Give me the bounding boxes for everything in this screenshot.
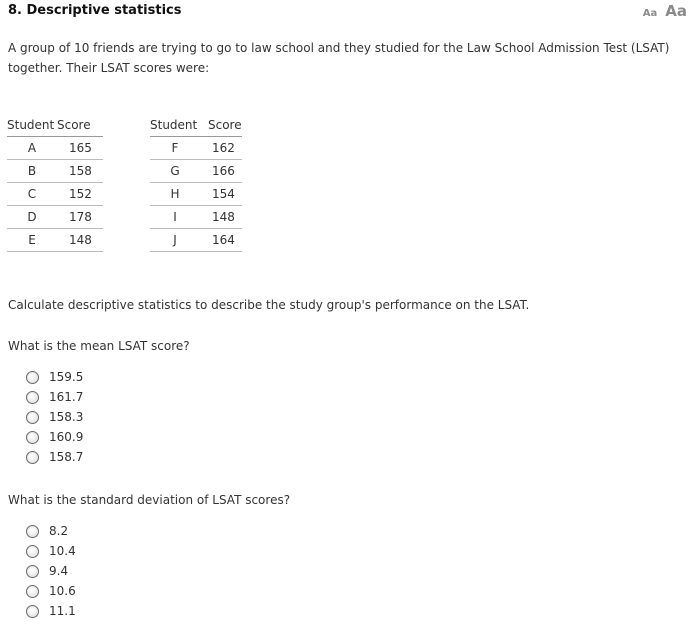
table-row <box>150 183 242 206</box>
mean-answer-options <box>26 367 83 467</box>
table-header-row <box>7 113 103 137</box>
score-cell: 148 <box>57 229 103 252</box>
table-header-row <box>150 113 242 137</box>
table-row <box>7 137 103 160</box>
mean-option[interactable] <box>26 407 83 427</box>
std-dev-option[interactable] <box>26 601 76 621</box>
std-dev-option[interactable] <box>26 581 76 601</box>
score-cell: 154 <box>200 183 242 206</box>
mean-option[interactable] <box>26 387 83 407</box>
radio-button-icon[interactable] <box>26 451 39 464</box>
student-cell: E <box>7 229 57 252</box>
scores-table-right <box>150 113 242 252</box>
score-cell: 158 <box>57 160 103 183</box>
student-cell: G <box>150 160 200 183</box>
intro-paragraph: A group of 10 friends are trying to go to law school and they studied for the Law School Admission Test (LSAT) together. Their LSAT scores were: <box>8 41 670 75</box>
mean-option[interactable] <box>26 367 83 387</box>
radio-button-icon[interactable] <box>26 391 39 404</box>
student-cell: A <box>7 137 57 160</box>
radio-button-icon[interactable] <box>26 605 39 618</box>
std-dev-question-prompt: What is the standard deviation of LSAT scores? <box>8 493 291 507</box>
student-cell: C <box>7 183 57 206</box>
option-label: 158.7 <box>49 450 84 464</box>
option-label: 10.4 <box>49 544 76 558</box>
mean-option[interactable] <box>26 427 83 447</box>
std-dev-option[interactable] <box>26 521 76 541</box>
table-row <box>7 206 103 229</box>
score-cell: 162 <box>200 137 242 160</box>
option-label: 8.2 <box>49 524 69 538</box>
decrease-font-button[interactable]: Aa <box>642 8 658 19</box>
student-column-header: Student <box>150 113 200 137</box>
question-title: 8. Descriptive statistics <box>8 3 182 18</box>
radio-button-icon[interactable] <box>26 431 39 444</box>
student-cell: D <box>7 206 57 229</box>
increase-font-button[interactable]: Aa <box>665 2 687 20</box>
table-row <box>150 160 242 183</box>
mean-option[interactable] <box>26 447 83 467</box>
table-row <box>7 160 103 183</box>
score-cell: 165 <box>57 137 103 160</box>
mean-question-prompt: What is the mean LSAT score? <box>8 339 190 353</box>
option-label: 160.9 <box>49 430 84 444</box>
std-dev-option[interactable] <box>26 561 76 581</box>
table-row <box>7 183 103 206</box>
scores-table-left <box>7 113 103 252</box>
table-row <box>7 229 103 252</box>
option-label: 161.7 <box>49 390 84 404</box>
radio-button-icon[interactable] <box>26 585 39 598</box>
score-column-header: Score <box>57 113 103 137</box>
student-cell: J <box>150 229 200 252</box>
student-column-header: Student <box>7 113 57 137</box>
radio-button-icon[interactable] <box>26 545 39 558</box>
instruction-text: Calculate descriptive statistics to describe the study group's performance on the LSAT. <box>8 298 530 312</box>
table-row <box>150 206 242 229</box>
student-cell: F <box>150 137 200 160</box>
font-size-controls <box>643 2 687 20</box>
std-dev-answer-options <box>26 521 76 621</box>
option-label: 11.1 <box>49 604 76 618</box>
table-row <box>150 137 242 160</box>
score-cell: 152 <box>57 183 103 206</box>
student-cell: H <box>150 183 200 206</box>
option-label: 158.3 <box>49 410 84 424</box>
score-cell: 178 <box>57 206 103 229</box>
option-label: 10.6 <box>49 584 76 598</box>
student-cell: I <box>150 206 200 229</box>
radio-button-icon[interactable] <box>26 565 39 578</box>
score-cell: 164 <box>200 229 242 252</box>
score-column-header: Score <box>200 113 242 137</box>
radio-button-icon[interactable] <box>26 411 39 424</box>
table-row <box>150 229 242 252</box>
std-dev-option[interactable] <box>26 541 76 561</box>
score-cell: 148 <box>200 206 242 229</box>
radio-button-icon[interactable] <box>26 371 39 384</box>
option-label: 9.4 <box>49 564 69 578</box>
score-cell: 166 <box>200 160 242 183</box>
radio-button-icon[interactable] <box>26 525 39 538</box>
option-label: 159.5 <box>49 370 84 384</box>
student-cell: B <box>7 160 57 183</box>
